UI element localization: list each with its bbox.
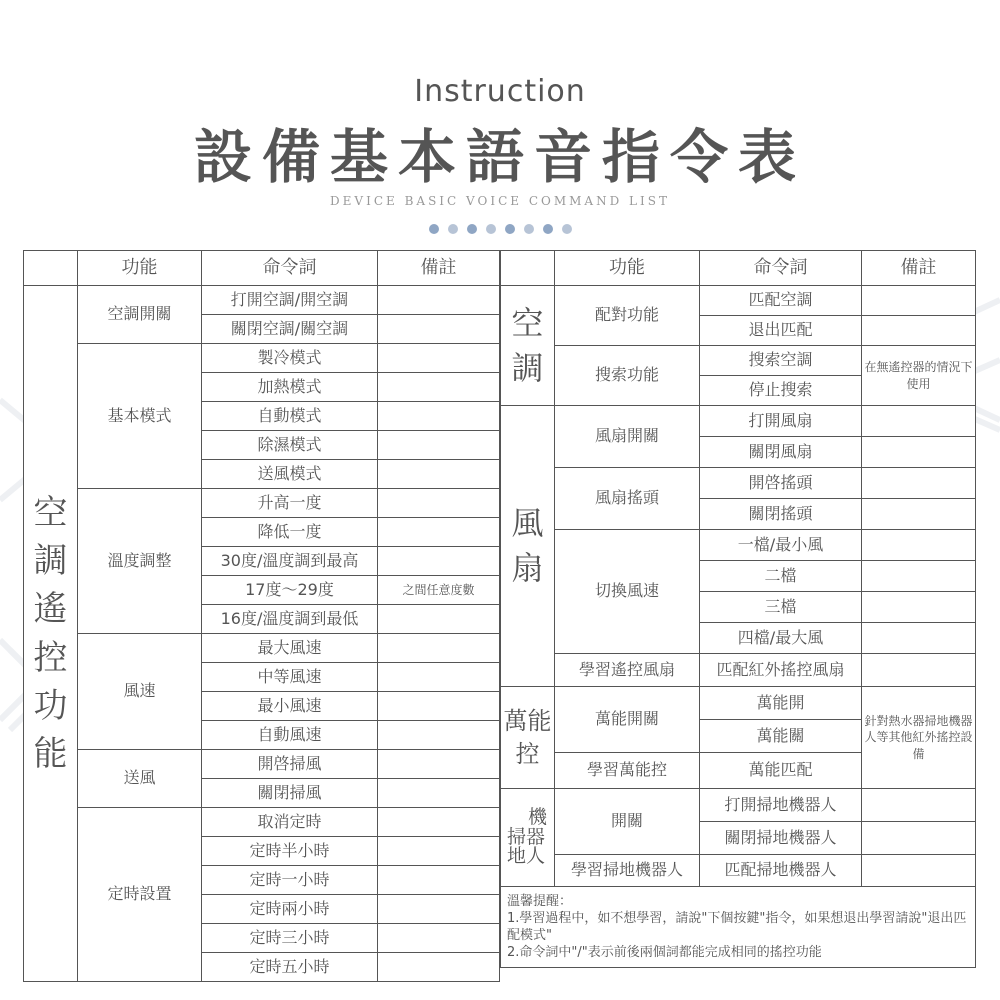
page-title: 設備基本語音指令表: [193, 123, 806, 191]
header-command: 命令詞: [700, 251, 862, 286]
command-cell: 定時五小時: [202, 953, 378, 982]
remark-cell: [378, 605, 500, 634]
remark-cell: [378, 489, 500, 518]
left-header-row: [24, 251, 500, 286]
category-sweeping-robot: [501, 789, 555, 887]
remark-universal-devices: 針對熱水器掃地機器人等其他紅外搖控設備: [862, 687, 976, 789]
remark-cell: [378, 953, 500, 982]
function-learn-fan: 學習遙控風扇: [555, 654, 700, 687]
command-cell: 萬能開: [700, 687, 862, 720]
robot-label-line1: 機: [527, 805, 547, 828]
header-function: 功能: [555, 251, 700, 286]
remark-cell: [378, 344, 500, 373]
remark-temperature-range: 之間任意度數: [378, 576, 500, 605]
command-cell: 定時半小時: [202, 837, 378, 866]
command-cell: 開啓掃風: [202, 750, 378, 779]
remark-cell: [862, 468, 976, 499]
divider-dot: [505, 224, 515, 234]
remark-cell: [378, 373, 500, 402]
header-blank-cell: [24, 251, 78, 286]
command-cell: 一檔/最小風: [700, 530, 862, 561]
remark-cell: [862, 855, 976, 887]
left-command-table: [23, 250, 500, 982]
command-cell: 退出匹配: [700, 316, 862, 346]
function-search: 搜索功能: [555, 346, 700, 406]
command-cell: 自動模式: [202, 402, 378, 431]
command-cell: 四檔/最大風: [700, 623, 862, 654]
function-air-sweep: 送風: [78, 750, 202, 808]
category-ac: 空調: [501, 286, 555, 406]
remark-cell: [378, 924, 500, 953]
notes-line-1: 1.學習過程中，如不想學習，請說"下個按鍵"指令，如果想退出學習請說"退出匹配模式": [507, 910, 967, 943]
category-ac-remote: 空調遙控功能: [24, 286, 78, 982]
function-ac-power: 空調開關: [78, 286, 202, 344]
command-cell: 製冷模式: [202, 344, 378, 373]
command-cell: 匹配紅外搖控風扇: [700, 654, 862, 687]
remark-cell: [378, 837, 500, 866]
header-command: 命令詞: [202, 251, 378, 286]
command-cell: 取消定時: [202, 808, 378, 837]
command-cell: 30度/溫度調到最高: [202, 547, 378, 576]
table-row: [501, 654, 976, 687]
remark-cell: [378, 721, 500, 750]
function-pairing: 配對功能: [555, 286, 700, 346]
command-cell: 關閉風扇: [700, 437, 862, 468]
remark-cell: [862, 592, 976, 623]
command-cell: 最大風速: [202, 634, 378, 663]
table-row: [501, 346, 976, 376]
remark-cell: [862, 286, 976, 316]
header-blank-cell: [501, 251, 555, 286]
header-remark: 備註: [862, 251, 976, 286]
command-cell: 開啓搖頭: [700, 468, 862, 499]
function-learn-universal: 學習萬能控: [555, 753, 700, 789]
notes-row: [501, 887, 976, 968]
remark-cell: [862, 406, 976, 437]
command-cell: 最小風速: [202, 692, 378, 721]
command-cell: 加熱模式: [202, 373, 378, 402]
remark-cell: [378, 750, 500, 779]
remark-cell: [378, 518, 500, 547]
table-row: [24, 344, 500, 373]
remark-cell: [862, 623, 976, 654]
robot-label-line3: 地人: [507, 845, 546, 868]
function-wind-speed: 風速: [78, 634, 202, 750]
divider-dot: [543, 224, 553, 234]
robot-label-line2: 掃器: [507, 825, 546, 848]
divider-dot: [562, 224, 572, 234]
command-cell: 搜索空調: [700, 346, 862, 376]
table-row: [501, 286, 976, 316]
function-robot-power: 開關: [555, 789, 700, 855]
remark-cell: [862, 789, 976, 822]
function-fan-power: 風扇開關: [555, 406, 700, 468]
remark-cell: [378, 547, 500, 576]
divider-dot: [429, 224, 439, 234]
function-learn-robot: 學習掃地機器人: [555, 855, 700, 887]
table-row: [24, 808, 500, 837]
command-cell: 萬能關: [700, 720, 862, 753]
command-cell: 匹配空調: [700, 286, 862, 316]
command-cell: 定時三小時: [202, 924, 378, 953]
function-temperature: 溫度調整: [78, 489, 202, 634]
dot-divider: [0, 224, 1000, 234]
function-timer: 定時設置: [78, 808, 202, 982]
right-header-row: [501, 251, 976, 286]
command-cell: 17度～29度: [202, 576, 378, 605]
remark-cell: [378, 692, 500, 721]
remark-cell: [378, 402, 500, 431]
remark-cell: [378, 779, 500, 808]
command-cell: 停止搜索: [700, 376, 862, 406]
table-row: [501, 855, 976, 887]
command-cell: 中等風速: [202, 663, 378, 692]
remark-cell: [378, 460, 500, 489]
category-universal: 萬能控: [501, 687, 555, 789]
command-cell: 送風模式: [202, 460, 378, 489]
command-cell: 升高一度: [202, 489, 378, 518]
command-cell: 降低一度: [202, 518, 378, 547]
command-cell: 關閉掃地機器人: [700, 822, 862, 855]
remark-cell: [378, 431, 500, 460]
table-row: [501, 530, 976, 561]
table-row: [501, 406, 976, 437]
divider-dot: [486, 224, 496, 234]
remark-cell: [378, 808, 500, 837]
divider-dot: [448, 224, 458, 234]
command-cell: 定時兩小時: [202, 895, 378, 924]
table-row: [501, 789, 976, 822]
command-cell: 三檔: [700, 592, 862, 623]
table-row: [24, 750, 500, 779]
function-fan-speed: 切換風速: [555, 530, 700, 654]
remark-cell: [378, 663, 500, 692]
remark-cell: [862, 437, 976, 468]
remark-cell: [378, 866, 500, 895]
divider-dot: [467, 224, 477, 234]
remark-cell: [378, 315, 500, 344]
function-basic-mode: 基本模式: [78, 344, 202, 489]
reminder-notes: [501, 887, 976, 968]
function-universal-power: 萬能開關: [555, 687, 700, 753]
command-cell: 打開空調/開空調: [202, 286, 378, 315]
divider-dot: [524, 224, 534, 234]
header-function: 功能: [78, 251, 202, 286]
table-row: [24, 489, 500, 518]
remark-cell: [862, 499, 976, 530]
table-row: [501, 687, 976, 720]
remark-cell: [862, 822, 976, 855]
table-row: [24, 286, 500, 315]
command-cell: 16度/溫度調到最低: [202, 605, 378, 634]
right-command-table: [500, 250, 976, 968]
english-title: Instruction: [414, 74, 586, 109]
header-remark: 備註: [378, 251, 500, 286]
remark-cell: [378, 286, 500, 315]
remark-cell: [862, 654, 976, 687]
table-row: [24, 634, 500, 663]
command-cell: 關閉搖頭: [700, 499, 862, 530]
command-cell: 關閉空調/關空調: [202, 315, 378, 344]
command-cell: 除濕模式: [202, 431, 378, 460]
remark-cell: [378, 895, 500, 924]
notes-line-2: 2.命令詞中"/"表示前後兩個詞都能完成相同的搖控功能: [507, 945, 822, 961]
remark-cell: [378, 634, 500, 663]
command-cell: 萬能匹配: [700, 753, 862, 789]
remark-cell: [862, 316, 976, 346]
remark-no-remote: 在無遙控器的情況下使用: [862, 346, 976, 406]
table-row: [501, 468, 976, 499]
function-fan-swing: 風扇搖頭: [555, 468, 700, 530]
command-cell: 打開風扇: [700, 406, 862, 437]
command-cell: 定時一小時: [202, 866, 378, 895]
remark-cell: [862, 530, 976, 561]
command-cell: 打開掃地機器人: [700, 789, 862, 822]
page-subtitle: DEVICE BASIC VOICE COMMAND LIST: [330, 194, 670, 208]
command-cell: 二檔: [700, 561, 862, 592]
command-cell: 關閉掃風: [202, 779, 378, 808]
notes-title: 溫馨提醒：: [507, 893, 573, 909]
remark-cell: [862, 561, 976, 592]
command-cell: 自動風速: [202, 721, 378, 750]
command-cell: 匹配掃地機器人: [700, 855, 862, 887]
category-fan: 風扇: [501, 406, 555, 687]
